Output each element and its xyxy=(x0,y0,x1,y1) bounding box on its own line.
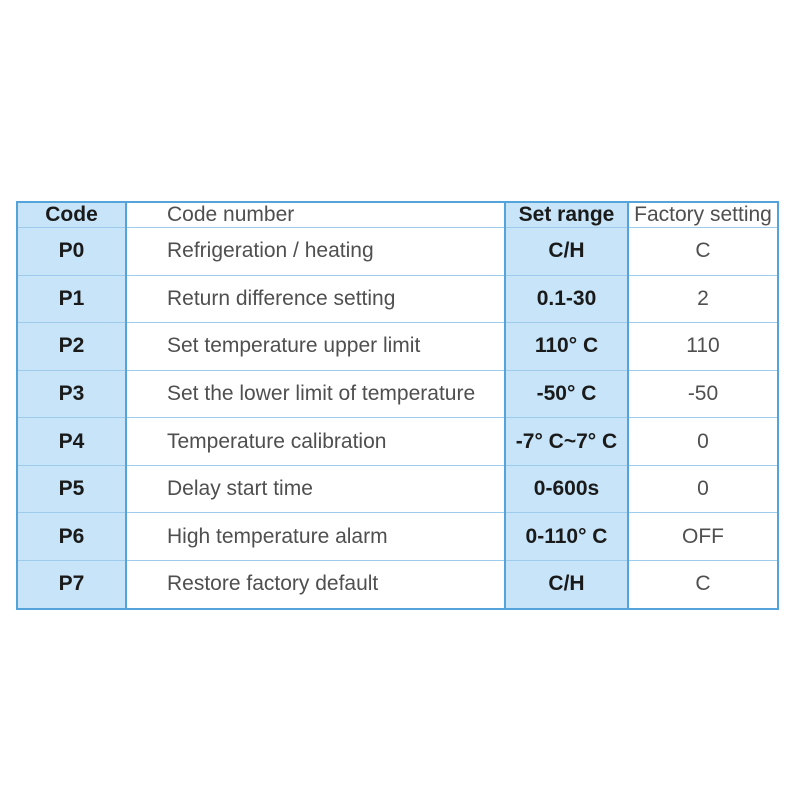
cell-factory-setting: -50 xyxy=(628,370,778,418)
cell-description: Set temperature upper limit xyxy=(126,323,505,371)
header-set-range: Set range xyxy=(505,202,628,228)
cell-factory-setting: 0 xyxy=(628,465,778,513)
cell-code: P4 xyxy=(17,418,126,466)
cell-code: P1 xyxy=(17,275,126,323)
cell-code: P2 xyxy=(17,323,126,371)
cell-description: Restore factory default xyxy=(126,560,505,609)
cell-set-range: 0-110° C xyxy=(505,513,628,561)
table-body xyxy=(17,228,778,610)
cell-factory-setting: C xyxy=(628,228,778,276)
table-row xyxy=(17,513,778,561)
parameter-table xyxy=(16,201,779,610)
header-code: Code xyxy=(17,202,126,228)
cell-description: Set the lower limit of temperature xyxy=(126,370,505,418)
table-row xyxy=(17,228,778,276)
cell-code: P6 xyxy=(17,513,126,561)
header-code-number: Code number xyxy=(126,202,505,228)
cell-factory-setting: OFF xyxy=(628,513,778,561)
cell-set-range: -7° C~7° C xyxy=(505,418,628,466)
cell-set-range: 0-600s xyxy=(505,465,628,513)
cell-description: High temperature alarm xyxy=(126,513,505,561)
table-row xyxy=(17,560,778,609)
table-row xyxy=(17,418,778,466)
cell-set-range: C/H xyxy=(505,560,628,609)
header-row xyxy=(17,202,778,228)
cell-description: Return difference setting xyxy=(126,275,505,323)
cell-factory-setting: 2 xyxy=(628,275,778,323)
cell-factory-setting: 110 xyxy=(628,323,778,371)
cell-factory-setting: 0 xyxy=(628,418,778,466)
parameter-table-wrapper xyxy=(16,201,777,610)
cell-set-range: -50° C xyxy=(505,370,628,418)
cell-description: Refrigeration / heating xyxy=(126,228,505,276)
table-row xyxy=(17,323,778,371)
cell-set-range: 0.1-30 xyxy=(505,275,628,323)
cell-description: Temperature calibration xyxy=(126,418,505,466)
cell-factory-setting: C xyxy=(628,560,778,609)
cell-description: Delay start time xyxy=(126,465,505,513)
table-row xyxy=(17,275,778,323)
cell-code: P3 xyxy=(17,370,126,418)
cell-set-range: C/H xyxy=(505,228,628,276)
cell-code: P5 xyxy=(17,465,126,513)
cell-code: P0 xyxy=(17,228,126,276)
cell-code: P7 xyxy=(17,560,126,609)
table-row xyxy=(17,465,778,513)
header-factory-setting: Factory setting xyxy=(628,202,778,228)
table-row xyxy=(17,370,778,418)
cell-set-range: 110° C xyxy=(505,323,628,371)
